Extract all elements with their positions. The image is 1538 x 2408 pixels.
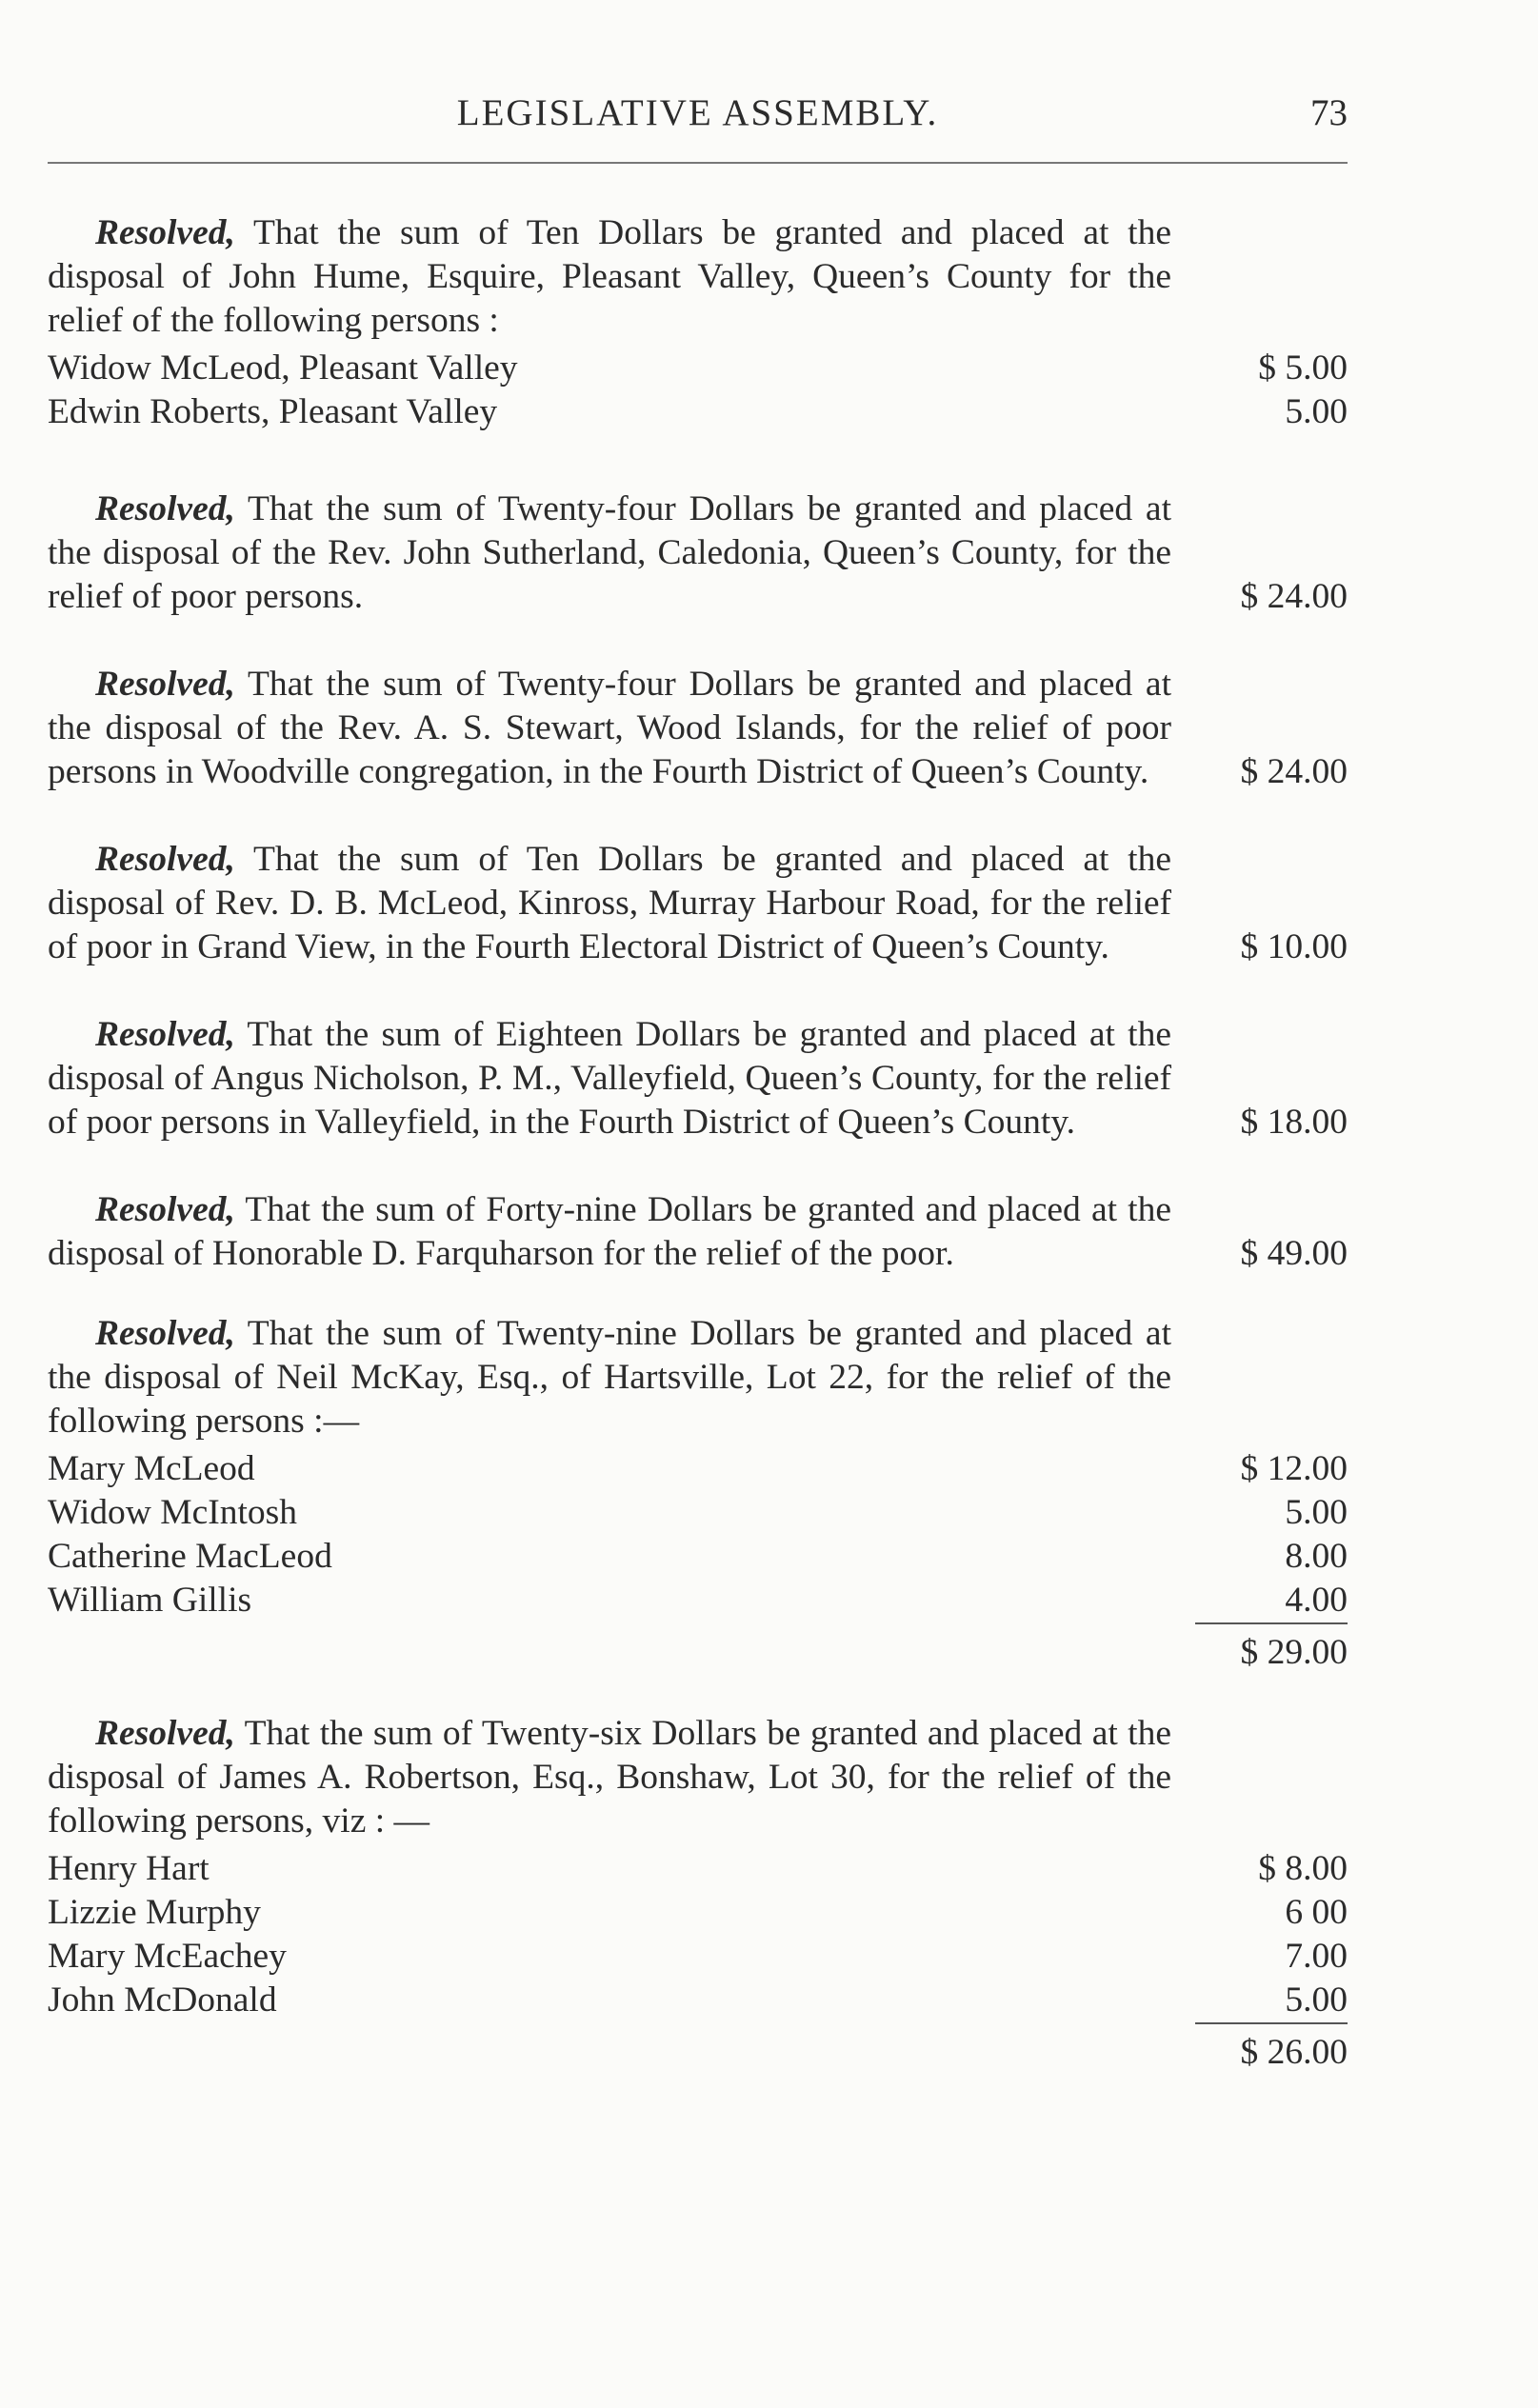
resolution-lead: Resolved, bbox=[95, 840, 235, 879]
list-item bbox=[48, 1979, 1348, 2024]
resolution-lead: Resolved, bbox=[95, 1190, 235, 1229]
total-amount: $ 26.00 bbox=[1240, 2033, 1348, 2072]
resolution-amount: $ 24.00 bbox=[1240, 577, 1348, 616]
resolution-amount: $ 49.00 bbox=[1240, 1234, 1348, 1273]
list-item bbox=[48, 1935, 1348, 1979]
resolution-mckay bbox=[48, 1312, 1348, 1676]
total-amount: $ 29.00 bbox=[1240, 1633, 1348, 1672]
resolution-body: That the sum of Eighteen Dollars be granted and placed at the disposal of Angus Nicholson, P. M., Valleyfield, Queen’s County, for the relief of poor persons in Valleyfield, in the Fourth District of Queen’s County. bbox=[48, 1015, 1171, 1142]
list-item bbox=[48, 1847, 1348, 1891]
list-item bbox=[48, 1491, 1348, 1535]
resolution-mcleod bbox=[48, 838, 1348, 969]
recipient-amount: 8.00 bbox=[1285, 1537, 1348, 1576]
resolution-body: That the sum of Ten Dollars be granted and placed at the disposal of Rev. D. B. McLeod, Kinross, Murray Harbour Road, for the relief of poor in Grand View, in the Fourth Electoral District of Queen’s County. bbox=[48, 840, 1171, 966]
recipient-list bbox=[48, 1447, 1348, 1676]
recipient-amount: $ 12.00 bbox=[1240, 1449, 1348, 1488]
recipient-amount: 7.00 bbox=[1285, 1937, 1348, 1976]
resolution-robertson bbox=[48, 1712, 1348, 2076]
resolution-body: That the sum of Twenty-four Dollars be granted and placed at the disposal of the Rev. John Sutherland, Caledonia, Queen’s County, for the relief of poor persons. bbox=[48, 489, 1171, 616]
resolution-text bbox=[48, 1013, 1171, 1144]
recipient-name: John McDonald bbox=[48, 1980, 277, 2020]
resolution-text bbox=[48, 488, 1171, 619]
resolution-lead: Resolved, bbox=[95, 1314, 235, 1353]
resolution-lead: Resolved, bbox=[95, 489, 235, 528]
resolution-farquharson bbox=[48, 1188, 1348, 1276]
resolution-lead: Resolved, bbox=[95, 213, 235, 252]
resolution-text bbox=[48, 211, 1171, 343]
page-number: 73 bbox=[1310, 92, 1348, 133]
resolution-amount: $ 10.00 bbox=[1240, 927, 1348, 966]
page-body bbox=[48, 211, 1348, 2076]
resolution-sutherland bbox=[48, 488, 1348, 619]
running-head: LEGISLATIVE ASSEMBLY. bbox=[456, 92, 939, 133]
resolution-lead: Resolved, bbox=[95, 1714, 235, 1753]
recipient-amount: 6 00 bbox=[1285, 1893, 1348, 1932]
recipient-amount: 5.00 bbox=[1285, 1493, 1348, 1532]
recipient-amount: $ 8.00 bbox=[1258, 1849, 1348, 1888]
page-header bbox=[48, 84, 1348, 141]
list-item bbox=[48, 347, 1348, 390]
resolution-text bbox=[48, 1712, 1171, 1843]
resolution-amount: $ 18.00 bbox=[1240, 1103, 1348, 1142]
recipient-amount: $ 5.00 bbox=[1258, 348, 1348, 388]
recipient-name: Mary McEachey bbox=[48, 1937, 287, 1976]
resolution-text bbox=[48, 663, 1171, 794]
resolution-nicholson bbox=[48, 1013, 1348, 1144]
recipient-name: Mary McLeod bbox=[48, 1449, 255, 1488]
recipient-list bbox=[48, 347, 1348, 434]
header-rule bbox=[48, 162, 1348, 164]
recipient-list bbox=[48, 1847, 1348, 2076]
list-item bbox=[48, 1891, 1348, 1935]
recipient-name: Lizzie Murphy bbox=[48, 1893, 261, 1932]
resolution-body: That the sum of Twenty-four Dollars be granted and placed at the disposal of the Rev. A. S. Stewart, Wood Islands, for the relief of poor persons in Woodville congregation, in the Fourth District of Queen’s County. bbox=[48, 665, 1171, 791]
recipient-amount: 4.00 bbox=[1195, 1579, 1348, 1624]
resolution-text bbox=[48, 838, 1171, 969]
recipient-amount: 5.00 bbox=[1285, 392, 1348, 431]
list-item bbox=[48, 1579, 1348, 1624]
list-item bbox=[48, 1535, 1348, 1579]
total-row bbox=[48, 1624, 1348, 1676]
resolution-body: That the sum of Twenty-six Dollars be granted and placed at the disposal of James A. Robertson, Esq., Bonshaw, Lot 30, for the relief of the following persons, viz : — bbox=[48, 1714, 1171, 1841]
total-row bbox=[48, 2024, 1348, 2076]
recipient-name: Henry Hart bbox=[48, 1849, 210, 1888]
resolution-lead: Resolved, bbox=[95, 1015, 235, 1054]
resolution-stewart bbox=[48, 663, 1348, 794]
recipient-name: Widow McLeod, Pleasant Valley bbox=[48, 348, 518, 388]
recipient-name: Catherine MacLeod bbox=[48, 1537, 332, 1576]
recipient-name: Edwin Roberts, Pleasant Valley bbox=[48, 392, 498, 431]
recipient-amount: 5.00 bbox=[1195, 1979, 1348, 2024]
resolution-body: That the sum of Twenty-nine Dollars be granted and placed at the disposal of Neil McKay, Esq., of Hartsville, Lot 22, for the relief of the following persons :— bbox=[48, 1314, 1171, 1441]
recipient-name: Widow McIntosh bbox=[48, 1493, 298, 1532]
resolution-body: That the sum of Forty-nine Dollars be granted and placed at the disposal of Honorable D. Farquharson for the relief of the poor. bbox=[48, 1190, 1171, 1273]
resolution-body: That the sum of Ten Dollars be granted and placed at the disposal of John Hume, Esquire, Pleasant Valley, Queen’s County for the relief of the following persons : bbox=[48, 213, 1171, 340]
resolution-amount: $ 24.00 bbox=[1240, 752, 1348, 791]
resolution-text bbox=[48, 1312, 1171, 1443]
resolution-lead: Resolved, bbox=[95, 665, 235, 704]
resolution-hume bbox=[48, 211, 1348, 434]
list-item bbox=[48, 390, 1348, 434]
resolution-text bbox=[48, 1188, 1171, 1276]
list-item bbox=[48, 1447, 1348, 1491]
recipient-name: William Gillis bbox=[48, 1581, 252, 1620]
